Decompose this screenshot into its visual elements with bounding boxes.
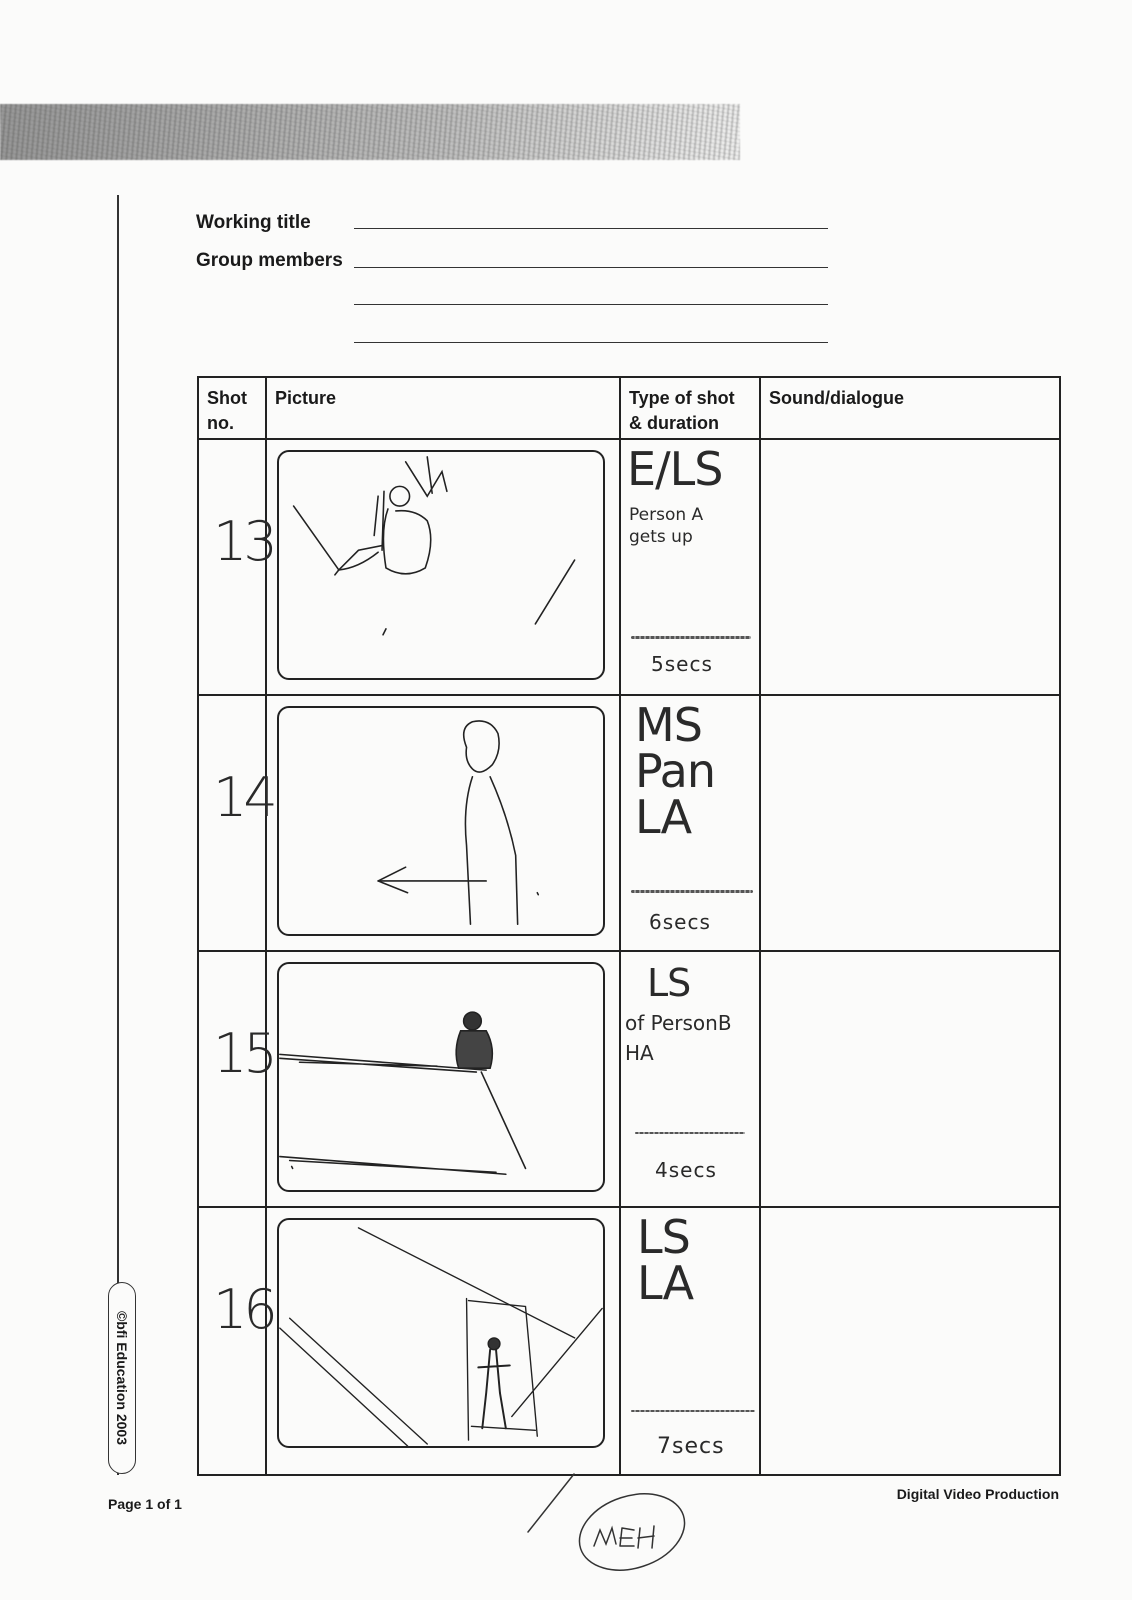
working-title-label: Working title xyxy=(196,212,311,233)
type-cell xyxy=(621,1208,759,1474)
picture-cell xyxy=(265,1208,619,1474)
picture-frame[interactable] xyxy=(277,706,605,936)
storyboard-row xyxy=(199,952,1059,1208)
picture-frame[interactable] xyxy=(277,450,605,680)
sound-cell[interactable] xyxy=(761,1208,1059,1474)
header-shot-no: Shot no. xyxy=(199,378,267,440)
copyright-text: ©bfi Education 2003 xyxy=(114,1310,130,1446)
shot-note: Person A gets up xyxy=(629,505,704,547)
group-members-field-1[interactable] xyxy=(354,267,828,268)
page-indicator: Page 1 of 1 xyxy=(108,1496,182,1512)
shot-number: 14 xyxy=(213,766,274,829)
scribble-line xyxy=(635,1132,745,1134)
product-label: Digital Video Production xyxy=(896,1486,1059,1502)
shot-type: LS xyxy=(647,961,691,1005)
shot-type: MS Pan LA xyxy=(635,698,716,844)
shot-note: of PersonB HA xyxy=(625,1011,732,1065)
sound-cell[interactable] xyxy=(761,952,1059,1208)
shot-number: 13 xyxy=(213,510,274,573)
header-type-of-shot: Type of shot & duration xyxy=(621,378,761,440)
type-cell xyxy=(621,696,759,952)
teacher-mark xyxy=(520,1470,700,1580)
picture-frame[interactable] xyxy=(277,1218,605,1448)
storyboard-row xyxy=(199,1208,1059,1474)
group-members-field-3[interactable] xyxy=(354,342,828,343)
shot-number: 15 xyxy=(213,1022,274,1085)
type-cell xyxy=(621,952,759,1208)
sketch-person-pan-left xyxy=(279,708,603,934)
shot-number: 16 xyxy=(213,1278,274,1341)
picture-frame[interactable] xyxy=(277,962,605,1192)
storyboard-row xyxy=(199,440,1059,696)
group-members-field-2[interactable] xyxy=(354,304,828,305)
shot-duration: 4secs xyxy=(655,1158,717,1182)
type-cell xyxy=(621,440,759,696)
group-members-label: Group members xyxy=(196,250,343,271)
copyright-pill xyxy=(108,1282,136,1474)
scribble-line xyxy=(631,1410,755,1412)
shot-duration: 7secs xyxy=(657,1434,725,1459)
storyboard-body xyxy=(199,440,1059,1474)
shot-type: LS LA xyxy=(637,1210,694,1310)
shot-type: E/LS xyxy=(627,442,723,496)
picture-cell xyxy=(265,696,619,952)
scribble-line xyxy=(631,636,751,639)
sketch-person-in-doorway xyxy=(279,1220,603,1446)
sketch-person-standing-up xyxy=(279,452,603,678)
header-sound: Sound/dialogue xyxy=(761,378,1059,440)
sketch-person-on-ledge xyxy=(279,964,603,1190)
picture-cell xyxy=(265,440,619,696)
sound-cell[interactable] xyxy=(761,440,1059,696)
working-title-field[interactable] xyxy=(354,228,828,229)
shot-duration: 6secs xyxy=(649,910,711,934)
picture-cell xyxy=(265,952,619,1208)
sound-cell[interactable] xyxy=(761,696,1059,952)
scribble-line xyxy=(631,890,753,893)
header-picture: Picture xyxy=(267,378,621,440)
shot-duration: 5secs xyxy=(651,652,713,676)
storyboard-table xyxy=(197,376,1061,1476)
scan-smudge xyxy=(0,104,740,160)
storyboard-row xyxy=(199,696,1059,952)
